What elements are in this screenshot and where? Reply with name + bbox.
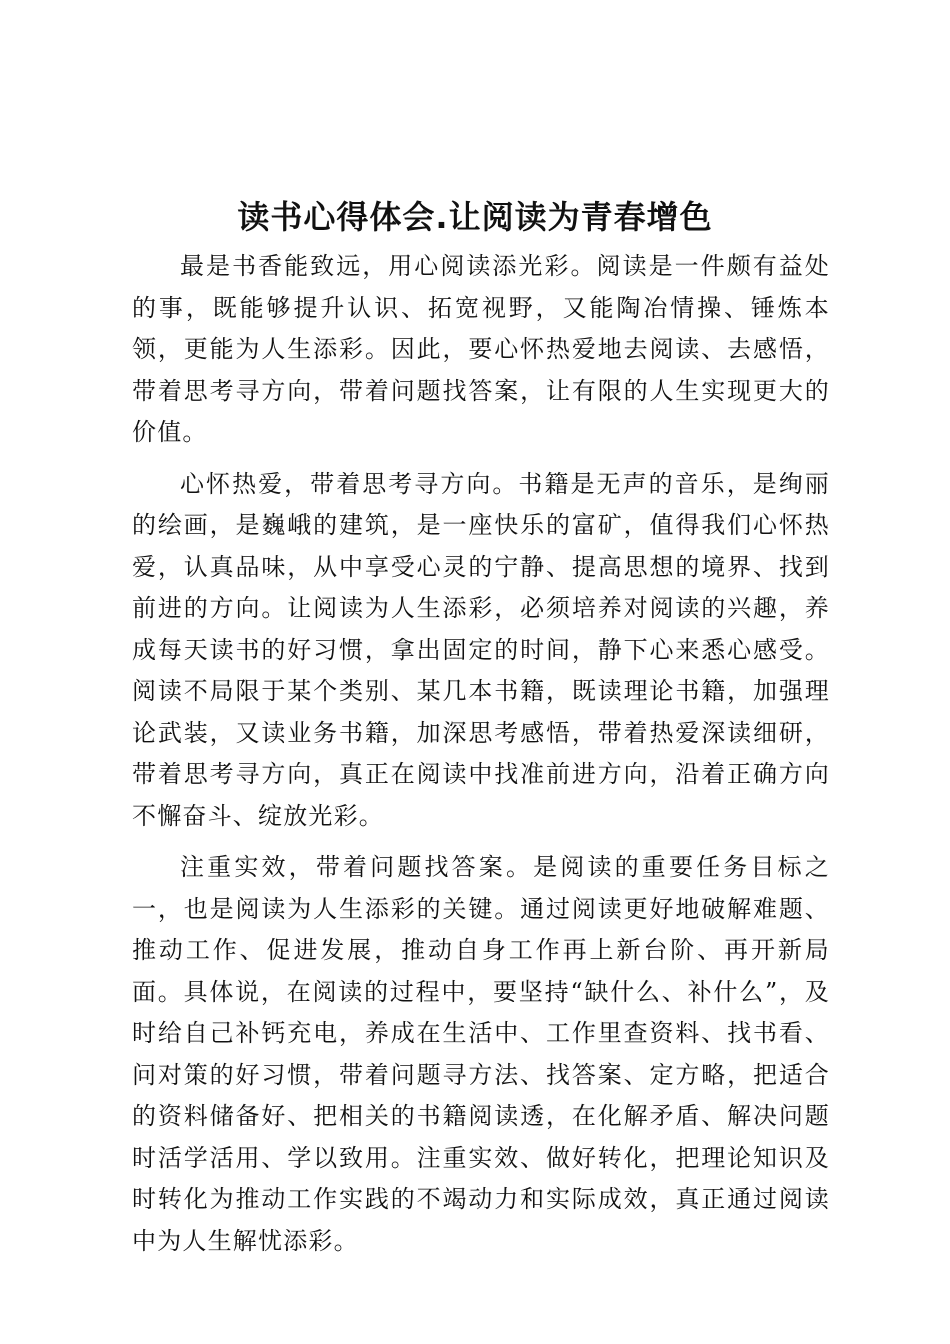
paragraph-practical: 注重实效，带着问题找答案。是阅读的重要任务目标之一，也是阅读为人生添彩的关键。通过阅读更好地破解难题、推动工作、促进发展，推动自身工作再上新台阶、再开新局面。具体说，在阅读的过程中，要坚持“缺什么、补什么”，及时给自己补钙充电，养成在生活中、工作里查资料、找书看、问对策的好习惯，带着问题寻方法、找答案、定方略，把适合的资料储备好、把相关的书籍阅读透，在化解矛盾、解决问题时活学活用、学以致用。注重实效、做好转化，把理论知识及时转化为推动工作实践的不竭动力和实际成效，真正通过阅读中为人生解忧添彩。: [132, 853, 830, 1255]
document-title: 读书心得体会.让阅读为青春增色: [237, 198, 713, 236]
paragraph-intro: 最是书香能致远，用心阅读添光彩。阅读是一件颇有益处的事，既能够提升认识、拓宽视野，又能陶冶情操、锤炼本领，更能为人生添彩。因此，要心怀热爱地去阅读、去感悟，带着思考寻方向，带着问题找答案，让有限的人生实现更大的价值。: [132, 252, 830, 446]
paragraph-passion: 心怀热爱，带着思考寻方向。书籍是无声的音乐，是绚丽的绘画，是巍峨的建筑，是一座快乐的富矿，值得我们心怀热爱，认真品味，从中享受心灵的宁静、提高思想的境界、找到前进的方向。让阅读为人生添彩，必须培养对阅读的兴趣，养成每天读书的好习惯，拿出固定的时间，静下心来悉心感受。阅读不局限于某个类别、某几本书籍，既读理论书籍，加强理论武装，又读业务书籍，加深思考感悟，带着热爱深读细研，带着思考寻方向，真正在阅读中找准前进方向，沿着正确方向不懈奋斗、绽放光彩。: [132, 469, 830, 830]
document-body: [132, 246, 830, 1272]
